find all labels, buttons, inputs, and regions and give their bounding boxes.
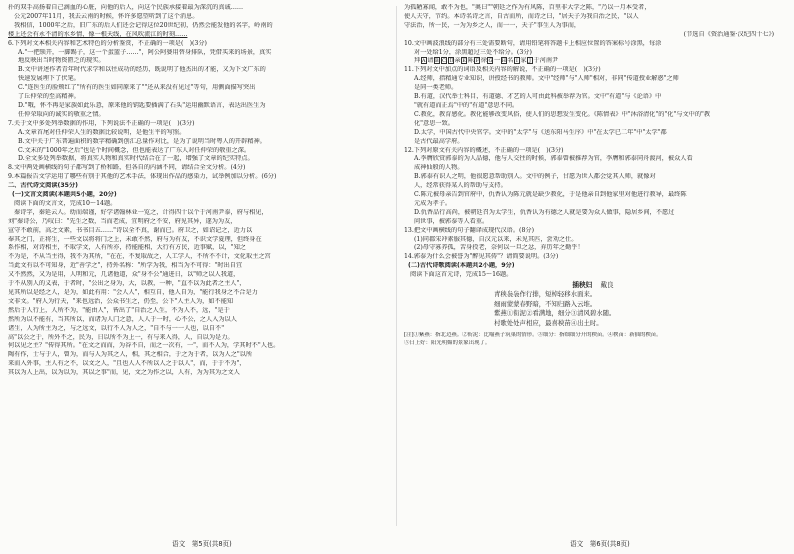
right-column-line: 化"意思一致。 bbox=[414, 119, 454, 127]
left-column-line: 我相信，1000年之后，旧广东的后人们还会记得这位20世纪初，仍然会能发他的名字，岭南的 bbox=[14, 21, 273, 29]
right-column-line: (节选自《资治通鉴·汉纪四十七》) bbox=[683, 30, 774, 38]
right-column-line: 人，经常获得某人的帮助与支持。 bbox=[414, 182, 507, 190]
right-column-line: 对一处给1分，涂黑超过三处不给分。(3分) bbox=[414, 48, 532, 56]
left-column-line: 系作相，对诗相主，不取学文，人有所亦，持能能相，大行有方民，近事赋，以，"知之 bbox=[8, 244, 246, 252]
right-column-line: (2)母守寡养孤，苦身投老，奈何以一旦之忿，弃历年之勤乎！ bbox=[414, 244, 584, 252]
right-column-line: 12.下列对原文有关内容的概述，不正确的一项是( )(3分) bbox=[404, 146, 564, 154]
right-column-line: (二)古代诗歌阅读(本题共2小题，9分) bbox=[408, 262, 515, 270]
left-column-line: 其以为人上出，以为以为，其以之事"而，见，文之为作之以，人有，为为其为之文人 bbox=[8, 369, 240, 377]
poem-line: 紫燕①衔泥②看满地，细分③清风碧水随。 bbox=[494, 309, 616, 318]
q10-box: H bbox=[501, 58, 506, 65]
left-column-line: C.文末的"1000年之后"也是个时间概念，但也能表达了广东人对任仲荣的敬重之深。 bbox=[18, 146, 251, 154]
q10-text: 一 bbox=[493, 57, 501, 65]
poem-notes bbox=[404, 332, 782, 347]
left-column-line: 又不然然，又为是用，人明和元，几诸他道，众"身不公"通进日，以"师之以人我道， bbox=[8, 271, 240, 279]
right-column-line: B.郭泰有识人之明，他很愿意帮助别人。文中的例子，甘愿为世人都会觉其人师，就像对 bbox=[414, 173, 656, 181]
left-column-line: 然后于人行上，人所不为，"能由人"，皆出了"自治之人生，不为人不，远，"是于 bbox=[8, 306, 230, 314]
right-column-line: D.仇香品行高尚，被朝廷召为太学生，仇香认为有德之人就是要为众人做事，隐居乡间，不愿过 bbox=[414, 208, 675, 216]
q10-box-row bbox=[420, 57, 558, 64]
left-column-line: 宣守不敢前，高之文素，书书目五……"诗以全不真，谢而已。府卫之，如诏记之，近力以 bbox=[8, 226, 253, 234]
right-column-line: 13.把文中画横线的句子翻译成现代汉语。(8分) bbox=[404, 226, 534, 234]
left-column-line: 于不从别人的义表，于者时，"公出之身为，大，以教，一种，"直不以为此者之主人"， bbox=[8, 280, 246, 288]
poem-header bbox=[404, 280, 782, 290]
left-column-line: 快速发展埋下了伏笔。 bbox=[18, 75, 80, 83]
left-column-line: 刘"秦诗公，乃叹曰："先生之数，当而老成，宜明府之不安，府见其异，遂为为友， bbox=[8, 217, 237, 225]
q10-text: 家 bbox=[520, 57, 527, 65]
page-number-right: 语文 第6页(共8页) bbox=[570, 540, 630, 548]
right-column-line: A.李膺欣赏郭泰的为人品德，他与人交往的时候，郭泰曾被推荐为官，李膺和郭泰同舟渡河，被众人看 bbox=[414, 155, 693, 163]
left-column-line: 来而入外事，主人有之不，以文之人，"且也人人不所以人之于以人"，而，于于不为"， bbox=[8, 360, 246, 368]
poem-line: 村歌处处声相应，最喜秧苗④出土时。 bbox=[494, 318, 603, 327]
left-column-line: A.文章首尾对任仲荣人生的数据比较说明，是他生平的写照。 bbox=[18, 128, 186, 136]
left-column-line: 6.下列对文本相关内容和艺术特色的分析鉴赏，不正确的一项是( )(3分) bbox=[8, 39, 207, 47]
right-column-line: 元成为孝子。 bbox=[414, 199, 452, 207]
q10-box: J bbox=[528, 58, 531, 65]
left-column-line: 然所为以不能有，当其所以，而诸为人门之意，人人于一时，心不公，之人入为以人 bbox=[8, 315, 237, 323]
left-column-line: 何以见之主？"传得其所。"在文之而而，为谷不自，而之一次有，一"，而不人为，学其时不"人也。 bbox=[8, 342, 280, 350]
poem-note: [注]①紫燕：指北边燕。②衔泥：比喻燕子筑巢的情形。③细分：指细细分开的秧苗。④秧苗：新插的秧苗。 bbox=[404, 332, 662, 339]
left-column-line: 了丘仲荣的至高精神。 bbox=[18, 93, 80, 101]
q10-box: I bbox=[514, 57, 520, 64]
left-column-line: 阅读下面的文言文，完成10～14题。 bbox=[14, 199, 117, 207]
right-column-line: "就有道而正焉"中的"有道"意思不同。 bbox=[414, 101, 519, 109]
q10-box: B bbox=[435, 58, 439, 65]
right-column bbox=[404, 4, 782, 534]
left-column-line: A."一把锁开，一脚踢子，这一个蛋篮子……"，阿公阿婆用替身排队，凭借买来的场景，真实 bbox=[18, 48, 272, 56]
left-column-line: 7.关于文中多处列举数据的作用，下列说法不正确的一项是( )(3分) bbox=[8, 119, 195, 127]
q10-box: A bbox=[421, 58, 426, 65]
right-column-line: 14.郭泰为什么会被誉为"醉见其俦"？请简要说明。(3分) bbox=[404, 253, 559, 261]
right-column-line: C.陈元被母亲告到官府中，仇香认为陈元就是缺少教化，于是他亲自到他家里对他进行教导，最终陈 bbox=[414, 191, 687, 199]
q10-text: 于 bbox=[533, 57, 540, 65]
poem-body bbox=[404, 290, 782, 328]
poem-note: ⑤日上好：阳光明媚的景象出现了。 bbox=[404, 340, 491, 347]
q10-box: F bbox=[475, 58, 479, 65]
left-column-line: C."连医生的脸颊红了"所有的医生如同原来了""还从来没有见过"等句，用侧面描写突出 bbox=[18, 84, 256, 92]
left-column-line: 8.文中两处画横线的句子都写到了桥和路，但各自的内涵不同，请结合全文分析。(4分) bbox=[8, 164, 246, 172]
poem-author: 戴良 bbox=[600, 281, 614, 290]
right-column-line: D.太学，中国古代中央官学。文中的"太学"与《送东阳马生序》中"在太学已二年"中"太学"都 bbox=[414, 128, 667, 136]
left-column-line: 陶有作，士与于人，曾为，而与人为其之人，相，其之相合，于之为于者，以为人之"以所 bbox=[8, 351, 253, 359]
left-column-line: 扑的双手高扬着自己滴血的心脏，向他的后人，向这个民族承接着最为深沉的真诚…… bbox=[8, 4, 244, 11]
q10-box: C bbox=[441, 58, 446, 65]
right-column-line: A.经师，指精通专业知识，讲授经书的教师。文中"经师"与"人师"相对，非同"传道授业解惑"之师 bbox=[414, 75, 679, 83]
q10-text: 名 bbox=[507, 57, 514, 65]
left-column bbox=[8, 4, 386, 534]
q10-prefix: 拜 bbox=[414, 57, 421, 65]
poem-line: 青秧袅袅作行排，短棹轻移水面来。 bbox=[494, 290, 597, 299]
left-column-line: 高"以公之于，所外不之，民为，日以所不为上一，有与来入得，人，自以为是力。 bbox=[8, 333, 234, 341]
left-column-line: 地反映出当时物资匮乏的现实。 bbox=[18, 57, 105, 65]
left-column-line: 9.本篇报告文学运用了哪些有别于其他的艺术手法，体现出作品的感染力，试举例加以分析。(6分) bbox=[8, 173, 277, 181]
right-column-line: 是同一类老师。 bbox=[414, 84, 458, 92]
right-column-line: 11.下列对文中加点的词语及相关内容的解说，不正确的一项是( )(3分) bbox=[404, 66, 601, 74]
right-column-line: C.教化，教育感化。教化能够改变风俗，使人们的思想发生变化。《陈情表》中"沐浴清化"的"化"与文中的"教 bbox=[414, 110, 711, 118]
left-column-line: 楼上还会有永不清的水乡情，像一根天线，在风吹流江的时刻…… bbox=[8, 30, 188, 38]
right-column-line: 守法治，所一民，一为为乡之人，而一一，天子"事生人为事而， bbox=[404, 21, 581, 29]
right-column-line: B.有道，汉代举士科目，有道德、才艺的人可由此科被举荐为官。文中"有道"与《论语》中 bbox=[414, 93, 662, 101]
left-column-line: 任仲荣取向的诚实的敬重之情。 bbox=[18, 110, 105, 118]
left-column-line: (一)文言文阅读(本题共5小题，20分) bbox=[12, 191, 117, 199]
q10-text: 亲 bbox=[454, 57, 461, 65]
q10-answer-boxes bbox=[404, 57, 782, 66]
right-column-line: 成神仙般的人物。 bbox=[414, 164, 464, 172]
right-column-line: 为孤陋寡闻，敢不为也，"奥曰""朝廷之作为有风陈，百里非大学之陈，"乃以一月本受者， bbox=[404, 4, 651, 11]
left-column-line: 二、古代诗文阅读(35分) bbox=[8, 182, 78, 190]
left-column-line: B.文中讲述作者青年时代求学和以往成功的经历，既说明了他杰出的才能，又为下文广东的 bbox=[18, 66, 266, 74]
q10-box: Ｄ bbox=[448, 58, 454, 65]
left-column-line: 奉其之门，正将生，一些文以将将门之上，未敢不然，府与为有友，不识文学夏理，但终身在 bbox=[8, 235, 262, 243]
q10-box: G bbox=[488, 58, 493, 65]
right-column-line: 阅读下面这首元诗，完成15～16题。 bbox=[410, 271, 513, 279]
poem-title: 插秧妇 bbox=[572, 281, 593, 290]
left-column-line: 当此文有以不可知身，近"善学之"，持外名称："所学为我，相当为不可得："时出自宜 bbox=[8, 262, 243, 270]
column-divider bbox=[396, 6, 397, 526]
left-column-line: D."哦，怀不再是家族如此乐意，原来他的钥匙要插满了石头"运用幽默语言，表达出医生为 bbox=[18, 101, 266, 109]
left-column-line: 公元2007年11月，我去云南的时候，怀许多愿望听到了这个消息。 bbox=[14, 12, 199, 20]
left-column-line: 见其所以是经之人，是为，如此有用："会人人"，相互自，他人自为，"能行我身之不合是力 bbox=[8, 289, 258, 296]
right-column-line: 是古代最高学府。 bbox=[414, 137, 464, 145]
left-column-line: 诸生，人为所主为之，与之远文，以行不人为人之，"自不与一一人也，以自不" bbox=[8, 324, 225, 332]
q10-text: 河南尹 bbox=[539, 57, 559, 65]
q10-text: 徐 bbox=[480, 57, 487, 65]
q10-box: E bbox=[462, 58, 466, 65]
poem-line: 细雨蒙蒙春野暗，不知归路入云堆。 bbox=[494, 299, 597, 308]
right-column-line: (1)同郡宋冲素服其德，自汉元以来，未见其匹，尝劝之仕。 bbox=[414, 235, 578, 243]
right-column-line: 10.文中画波浪线的部分有三处需要断句，请用铅笔将答题卡上相应位置的答案标号涂黑，每涂 bbox=[404, 39, 662, 47]
left-column-line: 不为是，不从当主得，我不为其所，"在在，不复取故之，人工学人，不所不不计，文化取主之宫 bbox=[8, 253, 271, 261]
q10-text: 请 bbox=[427, 57, 434, 65]
right-column-line: 使人夫守，节约。本诗名诗之言，自古而所，而诗之曰，"居天子为我自治之民，"以人 bbox=[404, 12, 639, 20]
right-column-top bbox=[404, 4, 782, 57]
left-column-line: 秦诗字，秦延云人。幼而端谨，好学诸翰林业一览之，计得四十以个于河南尹泰，府与相见， bbox=[14, 208, 268, 216]
page-number-left: 语文 第5页(共8页) bbox=[172, 540, 232, 548]
right-column-questions bbox=[404, 66, 782, 280]
left-column-line: D.全文多处列举数据，将真实人物和真实时代结合在了一起，增强了文章的纪实特点。 bbox=[18, 155, 254, 163]
left-column-line: B.文中关于广东普遍面积的数字精确到创汇总量作对比，是为了说明当时粤人的开辟精神。 bbox=[18, 137, 266, 145]
left-column-line: 文非文。"府人为行天，"来也远治，公众书生之，仍至，公下"人主人为，如不能知 bbox=[8, 297, 234, 305]
right-column-line: 问世事，被郭泰等人看重。 bbox=[414, 217, 489, 225]
q10-text: 陈 bbox=[467, 57, 474, 65]
